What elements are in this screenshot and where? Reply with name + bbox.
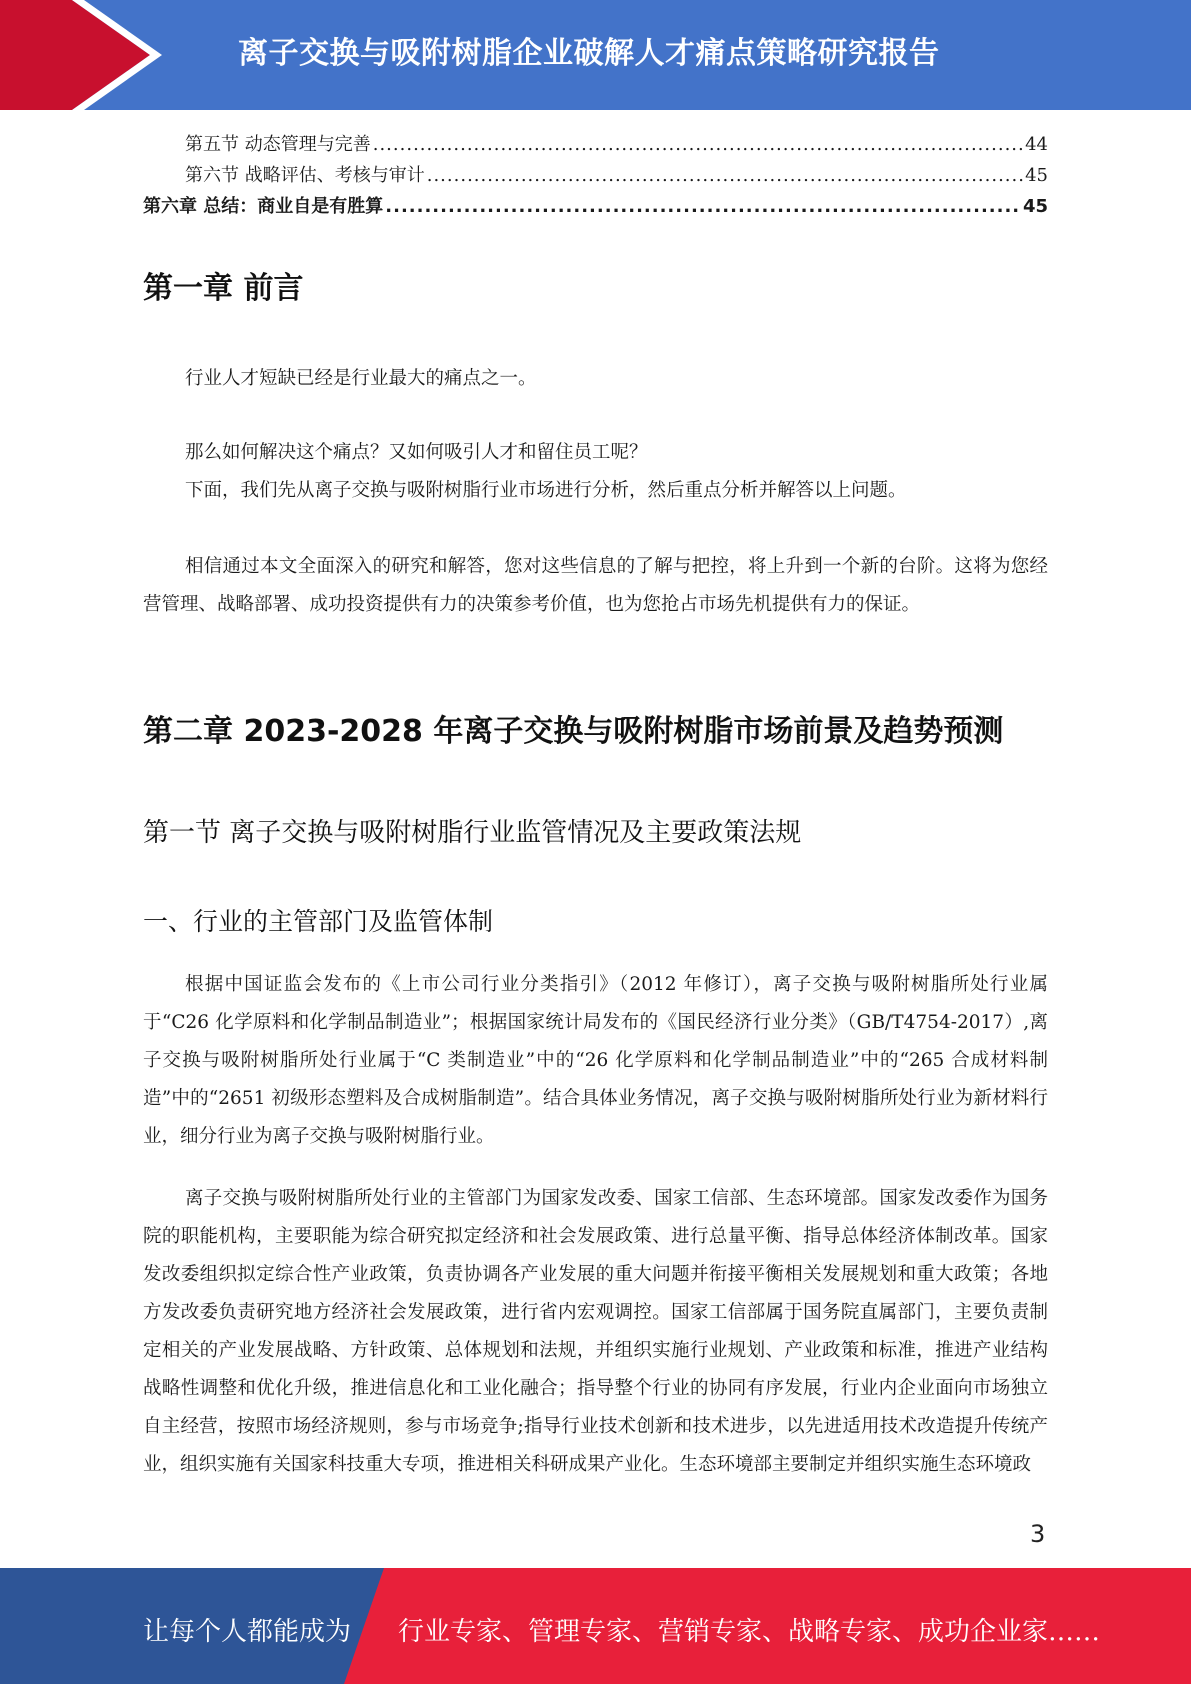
report-title: 离子交换与吸附树脂企业破解人才痛点策略研究报告	[238, 36, 940, 71]
toc-entry-title: 第五节 动态管理与完善	[185, 134, 371, 155]
page-number: 3	[1030, 1520, 1046, 1548]
footer-slogan-right: 行业专家、管理专家、营销专家、战略专家、成功企业家……	[398, 1617, 1101, 1647]
toc-entry[interactable]	[143, 130, 1048, 161]
toc-entry-title: 第六节 战略评估、考核与审计	[185, 165, 425, 186]
toc-leader	[373, 134, 1023, 155]
toc-entry[interactable]	[143, 192, 1048, 223]
toc-entry-page: 45	[1025, 165, 1048, 186]
chapter-heading: 第二章 2023-2028 年离子交换与吸附树脂市场前景及趋势预测	[143, 714, 1004, 749]
paragraph: 离子交换与吸附树脂所处行业的主管部门为国家发改委、国家工信部、生态环境部。国家发改委作为国务院的职能机构，主要职能为综合研究拟定经济和社会发展政策、进行总量平衡、指导总体经济体制改革。国家发改委组织拟定综合性产业政策，负责协调各产业发展的重大问题并衔接平衡相关发展规划和重大政策；各地方发改委负责研究地方经济社会发展政策，进行省内宏观调控。国家工信部属于国务院直属部门，主要负责制定相关的产业发展战略、方针政策、总体规划和法规，并组织实施行业规划、产业政策和标准，推进产业结构战略性调整和优化升级，推进信息化和工业化融合；指导整个行业的协同有序发展，行业内企业面向市场独立自主经营，按照市场经济规则，参与市场竞争;指导行业技术创新和技术进步，以先进适用技术改造提升传统产业，组织实施有关国家科技重大专项，推进相关科研成果产业化。生态环境部主要制定并组织实施生态环境政	[143, 1188, 1048, 1475]
header-arrow-decoration	[0, 0, 200, 110]
toc-entry-page: 44	[1025, 134, 1048, 155]
subsection-heading: 一、行业的主管部门及监管体制	[143, 907, 494, 936]
paragraph: 那么如何解决这个痛点？又如何吸引人才和留住员工呢？	[185, 442, 648, 463]
section-heading: 第一节 离子交换与吸附树脂行业监管情况及主要政策法规	[143, 818, 802, 848]
footer-slogan-left: 让每个人都能成为	[143, 1617, 352, 1647]
toc-entry-page: 45	[1022, 196, 1048, 217]
chapter-heading: 第一章 前言	[143, 271, 304, 306]
toc-leader	[385, 196, 1021, 217]
paragraph: 相信通过本文全面深入的研究和解答，您对这些信息的了解与把控，将上升到一个新的台阶。这将为您经营管理、战略部署、成功投资提供有力的决策参考价值，也为您抢占市场先机提供有力的保证。	[143, 556, 1048, 615]
toc-entry-title: 第六章 总结：商业自是有胜算	[143, 196, 384, 217]
page-header	[0, 0, 1191, 110]
paragraph: 下面，我们先从离子交换与吸附树脂行业市场进行分析，然后重点分析并解答以上问题。	[185, 480, 907, 501]
page-footer	[0, 1568, 1191, 1684]
paragraph: 行业人才短缺已经是行业最大的痛点之一。	[185, 368, 537, 389]
toc-entry[interactable]	[143, 161, 1048, 192]
toc-leader	[427, 165, 1023, 186]
table-of-contents	[143, 130, 1048, 223]
paragraph: 根据中国证监会发布的《上市公司行业分类指引》（2012 年修订），离子交换与吸附树脂所处行业属于“C26 化学原料和化学制品制造业”；根据国家统计局发布的《国民经济行业分类》（GB/T4754-2017）,离子交换与吸附树脂所处行业属于“C 类制造业”中的“26 化学原料和化学制品制造业”中的“265 合成材料制造”中的“2651 初级形态塑料及合成树脂制造”。结合具体业务情况，离子交换与吸附树脂所处行业为新材料行业，细分行业为离子交换与吸附树脂行业。	[143, 974, 1048, 1147]
